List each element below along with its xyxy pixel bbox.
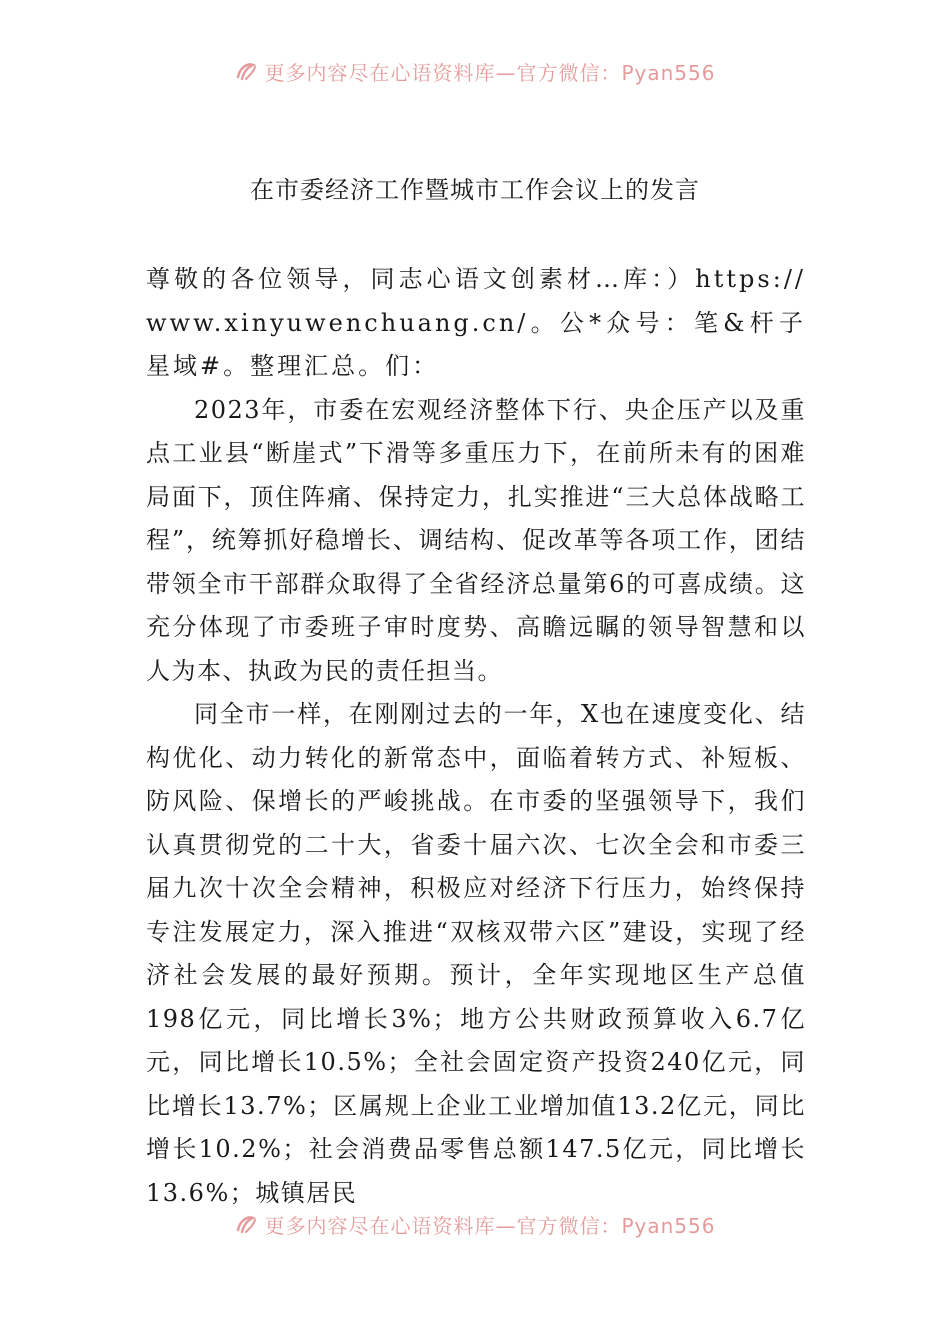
document-body xyxy=(146,258,806,1215)
document-title: 在市委经济工作暨城市工作会议上的发言 xyxy=(250,176,700,204)
watermark-text: 更多内容尽在心语资料库—官方微信：Pyan556 xyxy=(264,1213,716,1238)
paragraph-2: 同全市一样，在刚刚过去的一年，X也在速度变化、结构优化、动力转化的新常态中，面临着转方式、补短板、防风险、保增长的严峻挑战。在市委的坚强领导下，我们认真贯彻党的二十大，省委十届六次、七次全会和市委三届九次十次全会精神，积极应对经济下行压力，始终保持专注发展定力，深入推进“双核双带六区”建设，实现了经济社会发展的最好预期。预计，全年实现地区生产总值198亿元，同比增长3%；地方公共财政预算收入6.7亿元，同比增长10.5%；全社会固定资产投资240亿元，同比增长13.7%；区属规上企业工业增加值13.2亿元，同比增长10.2%；社会消费品零售总额147.5亿元，同比增长13.6%；城镇居民 xyxy=(146,700,806,1207)
footer-watermark xyxy=(0,1209,950,1239)
greeting-paragraph: 尊敬的各位领导，同志心语文创素材…库：）https://www.xinyuwenchuang.cn/。公*众号：笔&杆子星域#。整理汇总。们： xyxy=(146,265,806,380)
brand-logo-icon xyxy=(234,59,258,83)
header-watermark xyxy=(0,56,950,86)
paragraph-1: 2023年，市委在宏观经济整体下行、央企压产以及重点工业县“断崖式”下滑等多重压力下，在前所未有的困难局面下，顶住阵痛、保持定力，扎实推进“三大总体战略工程”，统筹抓好稳增长、调结构、促改革等各项工作，团结带领全市干部群众取得了全省经济总量第6的可喜成绩。这充分体现了市委班子审时度势、高瞻远瞩的领导智慧和以人为本、执政为民的责任担当。 xyxy=(146,395,806,685)
watermark-text: 更多内容尽在心语资料库—官方微信：Pyan556 xyxy=(264,60,716,85)
brand-logo-icon xyxy=(234,1212,258,1236)
